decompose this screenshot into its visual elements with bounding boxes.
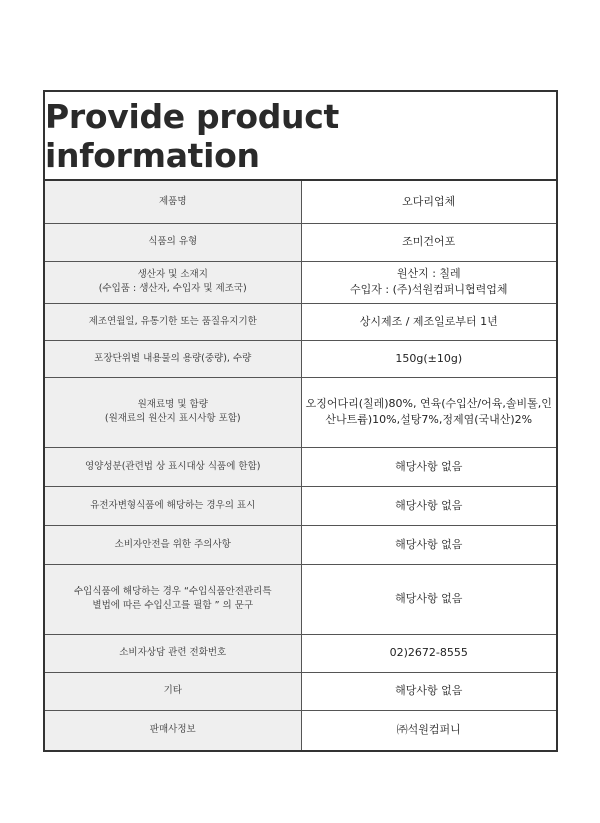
row-value	[301, 377, 556, 447]
product-info-sheet	[43, 90, 558, 752]
label-line: 영양성분(관련법 상 표시대상 식품에 한함)	[84, 460, 261, 472]
row-label	[45, 525, 301, 564]
label-line: 포장단위별 내용물의 용량(중량), 수량	[94, 352, 252, 364]
label-line: 제조연월일, 유통기한 또는 품질유지기한	[88, 315, 257, 327]
value-line: 원산지 : 칠레	[396, 267, 461, 281]
label-line: 소비자안전을 위한 주의사항	[114, 538, 231, 550]
row-label	[45, 303, 301, 340]
label-line: 원재료명 및 함량	[137, 399, 208, 411]
label-line: 판매사정보	[149, 724, 196, 736]
value-line: 02)2672-8555	[389, 646, 468, 660]
row-value	[301, 181, 556, 223]
row-value	[301, 486, 556, 525]
row-label	[45, 486, 301, 525]
row-label	[45, 261, 301, 303]
table-row	[45, 223, 556, 261]
value-line: 해당사항 없음	[395, 498, 463, 512]
row-label	[45, 634, 301, 672]
row-label	[45, 223, 301, 261]
table-row	[45, 261, 556, 303]
table-row	[45, 486, 556, 525]
value-line: 150g(±10g)	[395, 351, 463, 365]
table-row	[45, 634, 556, 672]
row-value	[301, 340, 556, 377]
row-label	[45, 340, 301, 377]
table-row	[45, 672, 556, 710]
value-line: 해당사항 없음	[395, 592, 463, 606]
table-row	[45, 377, 556, 447]
row-value	[301, 710, 556, 750]
row-label	[45, 710, 301, 750]
row-value	[301, 447, 556, 486]
table-row	[45, 525, 556, 564]
table-row	[45, 181, 556, 223]
label-line: 수입식품에 해당하는 경우 “수입식품안전관리특	[73, 586, 272, 598]
value-line: 오다리업체	[402, 194, 456, 208]
label-line: (수입품 : 생산자, 수입자 및 제조국)	[98, 283, 247, 294]
row-label	[45, 181, 301, 223]
row-value	[301, 672, 556, 710]
page-title: Provide product information	[45, 92, 556, 181]
label-line: (원재료의 원산지 표시사항 포함)	[104, 413, 241, 424]
label-line: 유전자변형식품에 해당하는 경우의 표시	[90, 499, 256, 511]
label-line: 생산자 및 소재지	[137, 269, 208, 281]
table-row	[45, 303, 556, 340]
row-value	[301, 303, 556, 340]
value-line: ㈜석원컴퍼니	[396, 723, 461, 737]
label-line: 소비자상담 관련 전화번호	[119, 647, 227, 659]
value-line: 오징어다리(칠레)80%, 연육(수입산/어육,솔비톨,인	[305, 397, 552, 411]
table-row	[45, 340, 556, 377]
value-line: 해당사항 없음	[395, 684, 463, 698]
row-value	[301, 525, 556, 564]
row-value	[301, 223, 556, 261]
value-line: 산나트륨)10%,설탕7%,정제염(국내산)2%	[325, 413, 533, 426]
table-row	[45, 710, 556, 750]
row-value	[301, 634, 556, 672]
value-line: 조미건어포	[402, 235, 456, 249]
row-value	[301, 261, 556, 303]
value-line: 수입자 : (주)석원컴퍼니협력업체	[350, 283, 508, 296]
label-line: 별법에 따른 수입신고를 필함 ” 의 문구	[92, 600, 254, 611]
value-line: 해당사항 없음	[395, 537, 463, 551]
label-line: 기타	[163, 685, 182, 697]
row-value	[301, 564, 556, 634]
row-label	[45, 447, 301, 486]
table-row	[45, 447, 556, 486]
row-label	[45, 672, 301, 710]
value-line: 해당사항 없음	[395, 459, 463, 473]
label-line: 제품명	[158, 195, 187, 207]
product-info-table	[45, 181, 556, 750]
row-label	[45, 564, 301, 634]
row-label	[45, 377, 301, 447]
label-line: 식품의 유형	[148, 236, 198, 248]
value-line: 상시제조 / 제조일로부터 1년	[359, 314, 498, 328]
table-row	[45, 564, 556, 634]
